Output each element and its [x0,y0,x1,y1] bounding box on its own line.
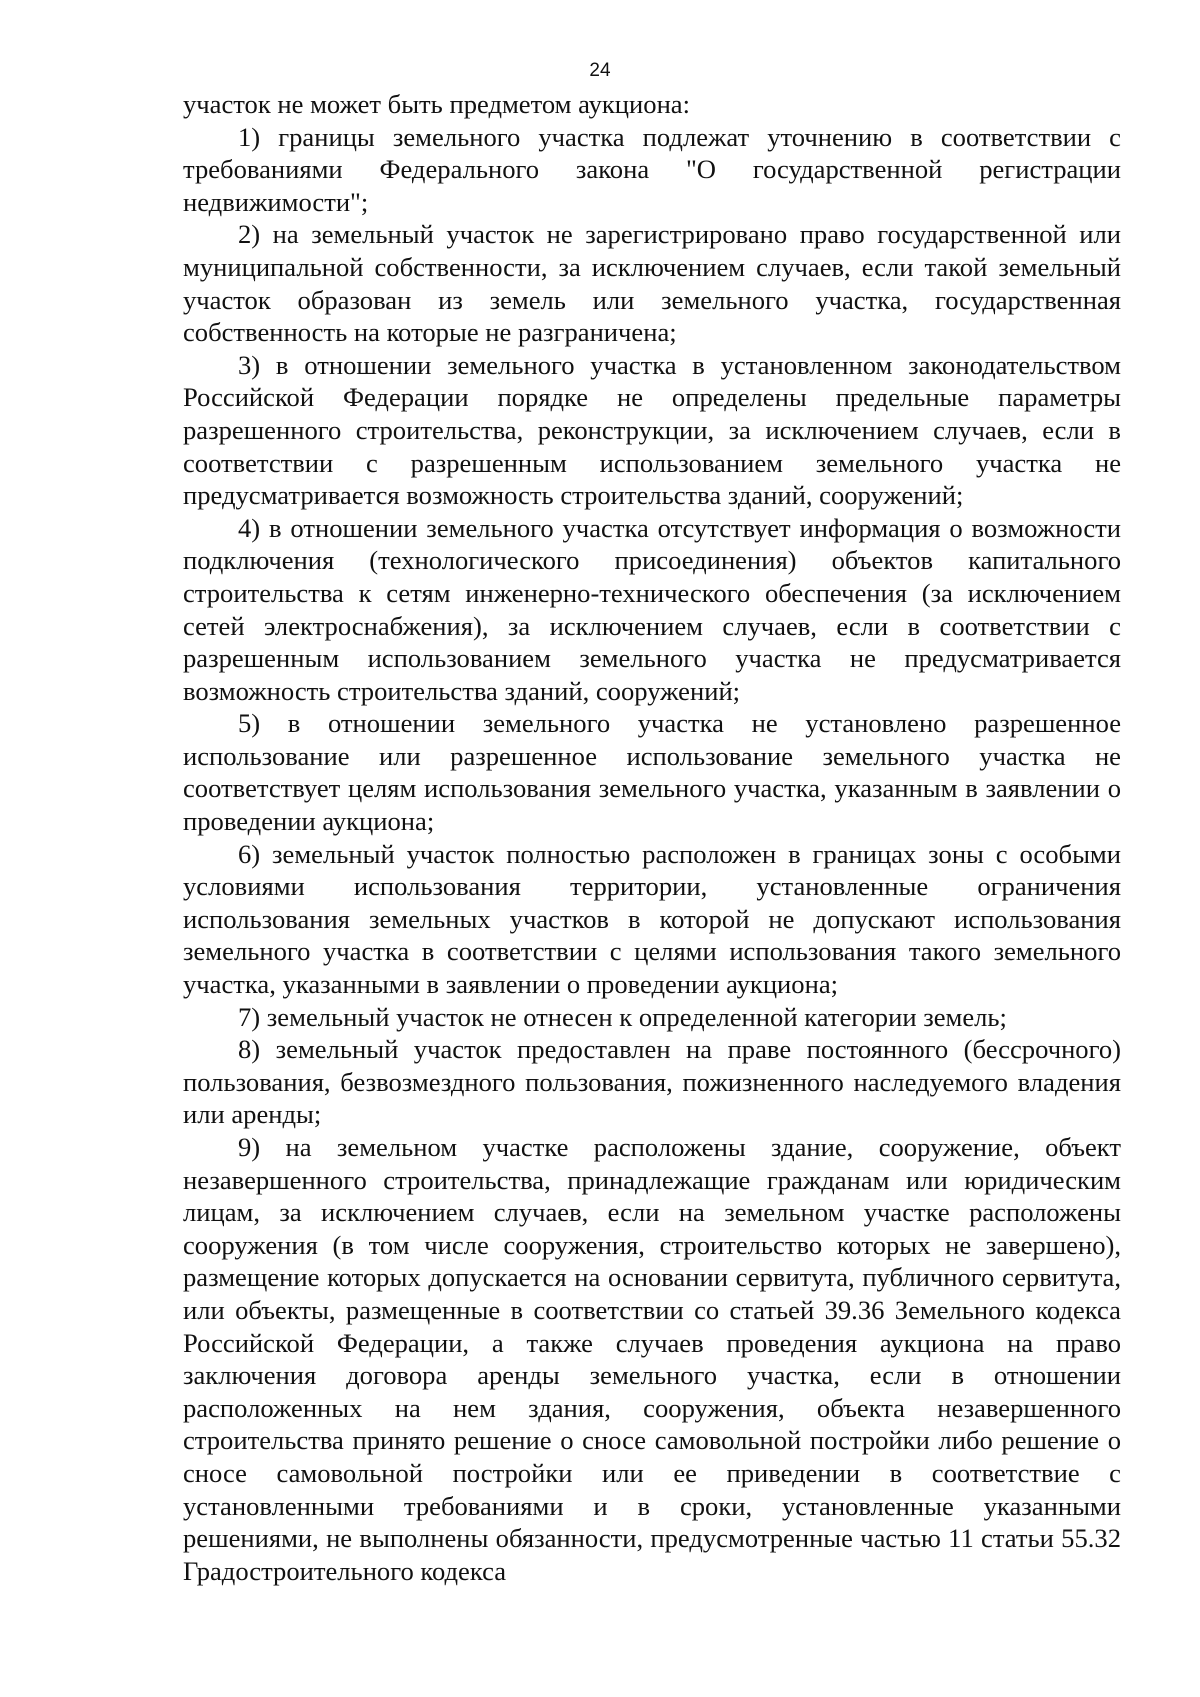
paragraph-item-4: 4) в отношении земельного участка отсутствует информация о возможности подключения (технологического присоединения) объектов капитального строительства к сетям инженерно-технического обеспечения (за исключением сетей электроснабжения), за исключением случаев, если в соответствии с разрешенным использованием земельного участка не предусматривается возможность строительства зданий, сооружений; [183,512,1121,706]
paragraph-item-6: 6) земельный участок полностью расположен в границах зоны с особыми условиями использования территории, установленные ограничения использования земельных участков в которой не допускают использования земельного участка в соответствии с целями использования такого земельного участка, указанными в заявлении о проведении аукциона; [183,838,1121,1000]
page-number: 24 [589,60,611,81]
paragraph-item-1: 1) границы земельного участка подлежат уточнению в соответствии с требованиями Федерального закона "О государственной регистрации недвижимости"; [183,121,1121,217]
paragraph-item-5: 5) в отношении земельного участка не установлено разрешенное использование или разрешенное использование земельного участка не соответствует целям использования земельного участка, указанным в заявлении о проведении аукциона; [183,708,1121,837]
paragraph-item-9: 9) на земельном участке расположены здание, сооружение, объект незавершенного строительства, принадлежащие гражданам или юридическим лицам, за исключением случаев, если на земельном участке расположены сооружения (в том числе сооружения, строительство которых не завершено), размещение которых допускается на основании сервитута, публичного сервитута, или объекты, размещенные в соответствии со статьей 39.36 Земельного кодекса Российской Федерации, а также случаев проведения аукциона на право заключения договора аренды земельного участка, если в отношении расположенных на нем здания, сооружения, объекта незавершенного строительства принято решение о сносе самовольной постройки либо решение о сносе самовольной постройки или ее приведении в соответствие с установленными требованиями и в сроки, установленные указанными решениями, не выполнены обязанности, предусмотренные частью 11 статьи 55.32 Градостроительного кодекса [183,1132,1121,1586]
document-body [183,88,1121,1587]
paragraph-item-3: 3) в отношении земельного участка в установленном законодательством Российской Федерации порядке не определены предельные параметры разрешенного строительства, реконструкции, за исключением случаев, если в соответствии с разрешенным использованием земельного участка не предусматривается возможность строительства зданий, сооружений; [183,349,1121,511]
paragraph-item-2: 2) на земельный участок не зарегистрировано право государственной или муниципальной собственности, за исключением случаев, если такой земельный участок образован из земель или земельного участка, государственная собственность на которые не разграничена; [183,219,1121,348]
paragraph-item-8: 8) земельный участок предоставлен на праве постоянного (бессрочного) пользования, безвозмездного пользования, пожизненного наследуемого владения или аренды; [183,1034,1121,1130]
paragraph-item-7: 7) земельный участок не отнесен к определенной категории земель; [238,1001,1007,1032]
paragraph-continuation: участок не может быть предметом аукциона: [183,89,690,119]
